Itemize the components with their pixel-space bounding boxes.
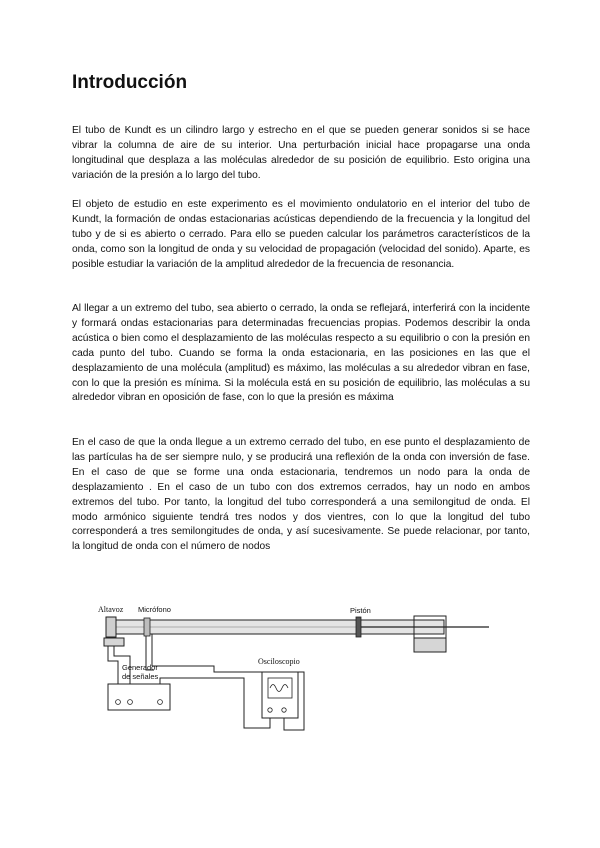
generator-terminal-3 [158,700,163,705]
paragraph-2: El objeto de estudio en este experimento es el movimiento ondulatorio en el interior del tubo de Kundt, la formación de ondas estacionarias acústicas dependiendo de la frecuencia y la longitud del tubo y de si es abierto o cerrado. Para ello se pueden calcular los parámetros característicos de la onda, como son la longitud de onda y su velocidad de propagación (velocidad del sonido). Aparte, es posible estudiar la variación de la amplitud alrededor de la frecuencia de resonancia. [72,199,530,270]
label-generador-1: Generador [122,663,158,672]
label-altavoz: Altavoz [98,605,124,614]
generator-terminal-1 [116,700,121,705]
oscilloscope-terminal-2 [282,708,286,712]
microphone-icon [144,618,150,636]
signal-generator [108,663,170,710]
speaker-housing [106,617,116,637]
label-osciloscopio: Osciloscopio [258,657,300,666]
oscilloscope [258,657,300,718]
page-title: Introducción [72,72,188,93]
tube [104,616,489,652]
paragraph-1: El tubo de Kundt es un cilindro largo y estrecho en el que se pueden generar sonidos si se hace vibrar la columna de aire de su interior. Una perturbación inicial hace propagarse una onda longitudinal que desplaza a las moléculas alrededor de su posición de equilibrio. Esto origina una variación de la presión a lo largo del tubo. [72,125,530,181]
piston-icon [356,617,361,637]
tube-stand-left [104,638,124,646]
paragraph-3: Al llegar a un extremo del tubo, sea abierto o cerrado, la onda se reflejará, interferirá con la incidente y formará ondas estacionarias para determinadas frecuencias propias. Podemos describir la onda acústica o bien como el desplazamiento de las moléculas respecto a su equilibrio o con la presión en cada punto del tubo. Cuando se forma la onda estacionaria, en las posiciones en las que el desplazamiento de una molécula (amplitud) es máximo, las moléculas a su alrededor vibran en fase, con lo que la presión es mínima. Si la molécula está en su posición de equilibrio, las moléculas a su alrededor vibran en oposición de fase, con lo que la presión es máxima [72,303,530,404]
oscilloscope-screen [268,678,292,698]
paragraph-4: En el caso de que la onda llegue a un extremo cerrado del tubo, en ese punto el desplazamiento de las partículas ha de ser siempre nulo, y se producirá una reflexión de la onda con inversión de fase. En el caso de que se forme una onda estacionaria, tendremos un nodo para la onda de desplazamiento . En el caso de un tubo con dos extremos cerrados, hay un nodo en ambos extremos del tubo. Por tanto, la longitud del tubo corresponderá a una semilongitud de onda. El modo armónico siguiente tendrá tres nodos y dos vientres, con lo que la longitud del tubo corresponderá a tres semilongitudes de onda, y así sucesivamente. Se puede relacionar, por tanto, la longitud de onda con el número de nodos [72,437,530,553]
tube-stand-right [414,638,446,652]
kundt-tube-diagram [94,596,504,746]
label-generador-2: de señales [122,672,159,681]
label-microfono: Micrófono [138,605,171,614]
label-piston: Pistón [350,606,371,615]
oscilloscope-terminal-1 [268,708,272,712]
generator-terminal-2 [128,700,133,705]
